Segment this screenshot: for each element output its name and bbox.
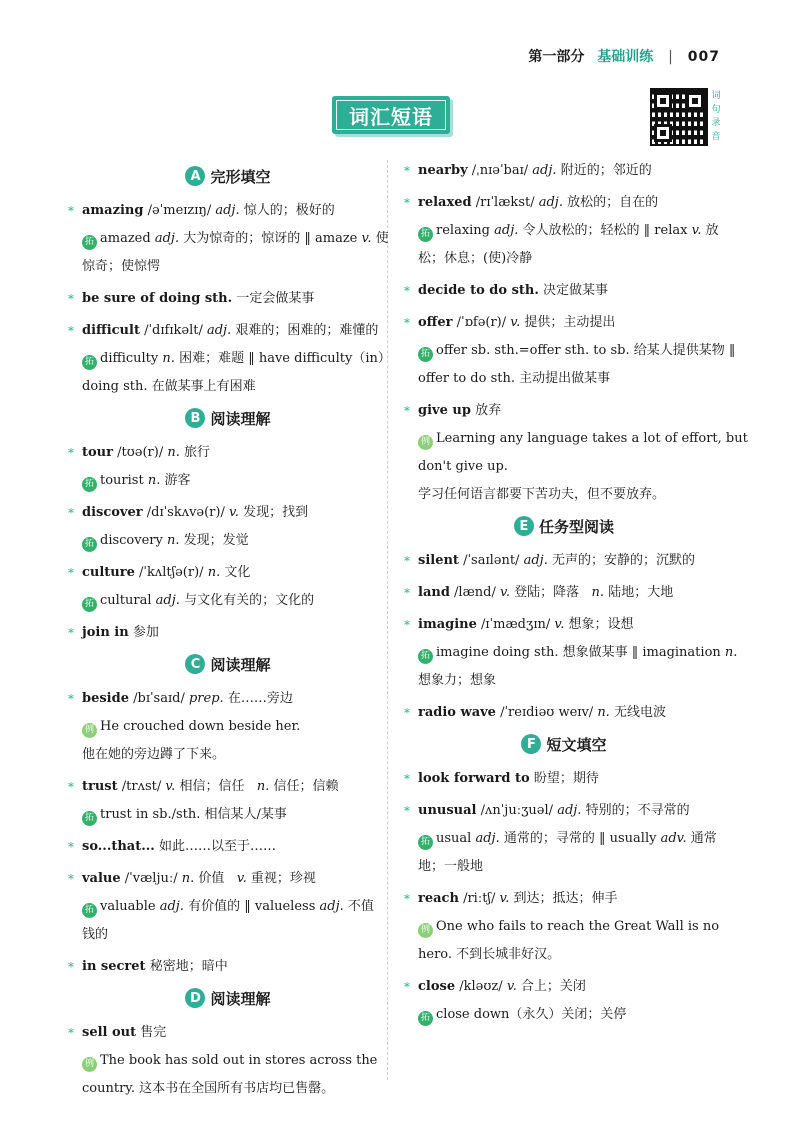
star-icon: *: [68, 872, 74, 886]
star-icon: *: [404, 892, 410, 906]
vocab-entry-reach: * reach /riːtʃ/ v. 到达；抵达；伸手 例 One who fails to reach the Great Wall is no hero. 不到长城非好汉。: [404, 885, 724, 969]
star-icon: *: [68, 960, 74, 974]
vocab-entry-offer: * offer /ˈɒfə(r)/ v. 提供；主动提出 拓 offer sb. sth.=offer sth. to sb. 给某人提供某物 ‖ offer to do sth. 主动提出做某事: [404, 309, 724, 393]
example-icon: 例: [82, 723, 97, 738]
vocab-entry-trust: * trust /trʌst/ v. 相信；信任 n. 信任；信赖 拓 trust in sb./sth. 相信某人/某事: [68, 773, 388, 829]
extension-icon: 拓: [82, 477, 97, 492]
extension-icon: 拓: [418, 1011, 433, 1026]
vocab-entry-be-sure: * be sure of doing sth. 一定会做某事: [68, 285, 388, 313]
star-icon: *: [404, 618, 410, 632]
star-icon: *: [404, 284, 410, 298]
extension-icon: 拓: [82, 235, 97, 250]
star-icon: *: [68, 506, 74, 520]
section-a-heading: [68, 163, 388, 189]
example-icon: 例: [82, 1057, 97, 1072]
vocab-entry-difficult: * difficult /ˈdɪfɪkəlt/ adj. 艰难的；困难的；难懂的 拓 difficulty n. 困难；难题 ‖ have difficulty（in） doing sth. 在做某事上有困难: [68, 317, 388, 401]
vocab-entry-land: * land /lænd/ v. 登陆；降落 n. 陆地；大地: [404, 579, 724, 607]
page-title-banner: [332, 96, 450, 134]
vocab-entry-look-forward: * look forward to 盼望；期待: [404, 765, 724, 793]
vocab-entry-close: * close /kləʊz/ v. 合上；关闭 拓 close down（永久）关闭；关停: [404, 973, 724, 1029]
section-f-heading: [404, 731, 724, 757]
star-icon: *: [404, 196, 410, 210]
star-icon: *: [68, 840, 74, 854]
vocab-entry-radio-wave: * radio wave /ˈreɪdiəʊ weɪv/ n. 无线电波: [404, 699, 724, 727]
extension-icon: 拓: [82, 597, 97, 612]
page-header: [528, 46, 720, 66]
section-letter-badge: B: [185, 408, 205, 428]
section-letter-badge: E: [514, 516, 534, 536]
subsection-label: 基础训练: [597, 49, 654, 65]
star-icon: *: [68, 292, 74, 306]
section-label: 第一部分: [528, 49, 585, 65]
qr-label: 词 句 录 音: [711, 91, 721, 142]
star-icon: *: [404, 554, 410, 568]
vocab-entry-imagine: * imagine /ɪˈmædʒɪn/ v. 想象；设想 拓 imagine doing sth. 想象做某事 ‖ imagination n. 想象力；想象: [404, 611, 724, 695]
vocab-entry-sell-out: * sell out 售完 例 The book has sold out in stores across the country. 这本书在全国所有书店均已售罄。: [68, 1019, 388, 1103]
section-title: 阅读理解: [210, 989, 271, 1008]
vocab-entry-beside: * beside /bɪˈsaɪd/ prep. 在……旁边 例 He crouched down beside her. 他在她的旁边蹲了下来。: [68, 685, 388, 769]
vocab-entry-so-that: * so...that... 如此……以至于……: [68, 833, 388, 861]
star-icon: *: [68, 1026, 74, 1040]
extension-icon: 拓: [82, 903, 97, 918]
section-c-heading: [68, 651, 388, 677]
star-icon: *: [68, 566, 74, 580]
right-column: [404, 157, 748, 1033]
page-number: 007: [687, 49, 720, 65]
star-icon: *: [68, 626, 74, 640]
vocab-entry-join-in: * join in 参加: [68, 619, 388, 647]
star-icon: *: [404, 586, 410, 600]
qr-code-icon[interactable]: [652, 90, 706, 144]
extension-icon: 拓: [418, 227, 433, 242]
extension-icon: 拓: [418, 649, 433, 664]
section-title: 完形填空: [210, 167, 271, 186]
header-divider: |: [668, 49, 673, 65]
section-letter-badge: A: [185, 166, 205, 186]
vocab-entry-amazing: * amazing /əˈmeɪzɪŋ/ adj. 惊人的；极好的 拓 amazed adj. 大为惊奇的；惊讶的 ‖ amaze v. 使 惊奇；使惊愕: [68, 197, 388, 281]
section-title: 阅读理解: [210, 655, 271, 674]
page-title: 词汇短语: [349, 104, 433, 129]
star-icon: *: [68, 324, 74, 338]
vocab-entry-in-secret: * in secret 秘密地；暗中: [68, 953, 388, 981]
star-icon: *: [404, 772, 410, 786]
vocab-entry-silent: * silent /ˈsaɪlənt/ adj. 无声的；安静的；沉默的: [404, 547, 724, 575]
vocab-entry-culture: * culture /ˈkʌltʃə(r)/ n. 文化 拓 cultural adj. 与文化有关的；文化的: [68, 559, 388, 615]
section-b-heading: [68, 405, 388, 431]
section-title: 阅读理解: [210, 409, 271, 428]
star-icon: *: [404, 980, 410, 994]
section-letter-badge: F: [521, 734, 541, 754]
vocab-entry-relaxed: * relaxed /rɪˈlækst/ adj. 放松的；自在的 拓 relaxing adj. 令人放松的；轻松的 ‖ relax v. 放 松；休息；(使)冷静: [404, 189, 724, 273]
vocab-entry-nearby: * nearby /ˌnɪəˈbaɪ/ adj. 附近的；邻近的: [404, 157, 724, 185]
section-d-heading: [68, 985, 388, 1011]
extension-icon: 拓: [82, 811, 97, 826]
section-title: 短文填空: [546, 735, 607, 754]
vocab-entry-value: * value /ˈvæljuː/ n. 价值 v. 重视；珍视 拓 valuable adj. 有价值的 ‖ valueless adj. 不值 钱的: [68, 865, 388, 949]
star-icon: *: [68, 446, 74, 460]
vocab-entry-decide: * decide to do sth. 决定做某事: [404, 277, 724, 305]
section-letter-badge: C: [185, 654, 205, 674]
extension-icon: 拓: [82, 537, 97, 552]
example-icon: 例: [418, 435, 433, 450]
vocab-entry-tour: * tour /tʊə(r)/ n. 旅行 拓 tourist n. 游客: [68, 439, 388, 495]
star-icon: *: [68, 204, 74, 218]
vocab-entry-discover: * discover /dɪˈskʌvə(r)/ v. 发现；找到 拓 discovery n. 发现；发觉: [68, 499, 388, 555]
star-icon: *: [404, 316, 410, 330]
vocab-entry-give-up: * give up 放弃 例 Learning any language takes a lot of effort, but don't give up. 学习任何语言都要下苦功夫，但不要放弃。: [404, 397, 724, 509]
extension-icon: 拓: [418, 835, 433, 850]
star-icon: *: [404, 404, 410, 418]
example-icon: 例: [418, 923, 433, 938]
extension-icon: 拓: [418, 347, 433, 362]
star-icon: *: [68, 692, 74, 706]
vocab-entry-unusual: * unusual /ʌnˈjuːʒuəl/ adj. 特别的；不寻常的 拓 usual adj. 通常的；寻常的 ‖ usually adv. 通常 地；一般地: [404, 797, 724, 881]
star-icon: *: [404, 164, 410, 178]
star-icon: *: [404, 706, 410, 720]
section-e-heading: [404, 513, 724, 539]
section-letter-badge: D: [185, 988, 205, 1008]
section-title: 任务型阅读: [538, 517, 614, 536]
extension-icon: 拓: [82, 355, 97, 370]
left-column: [68, 163, 391, 1107]
star-icon: *: [404, 804, 410, 818]
star-icon: *: [68, 780, 74, 794]
